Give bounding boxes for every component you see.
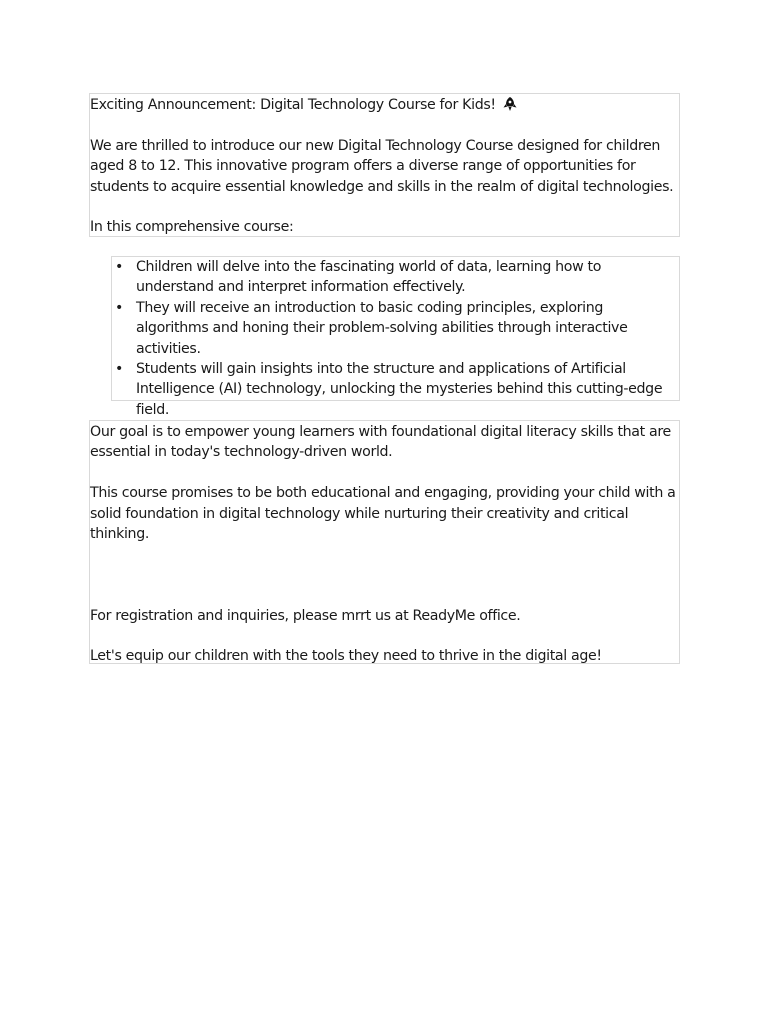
list-item bbox=[112, 298, 679, 359]
list-item bbox=[112, 257, 679, 298]
announcement-heading bbox=[90, 95, 679, 115]
list-item-text: Children will delve into the fascinating world of data, learning how to understand and interpret information effectively. bbox=[136, 259, 602, 296]
list-item-text: Students will gain insights into the structure and applications of Artificial Intelligence (AI) technology, unlocking the mysteries behind this cutting-edge field. bbox=[136, 361, 663, 418]
intro-paragraph: We are thrilled to introduce our new Digital Technology Course designed for children aged 8 to 12. This innovative program offers a diverse range of opportunities for students to acquire essential knowledge and skills in the realm of digital technologies. bbox=[90, 137, 674, 195]
heading-text: Exciting Announcement: Digital Technology Course for Kids! bbox=[90, 97, 496, 113]
course-topics-list bbox=[111, 256, 680, 418]
list-item-text: They will receive an introduction to basic coding principles, exploring algorithms and honing their problem-solving abilities through interactive activities. bbox=[136, 299, 628, 357]
course-lead-in: In this comprehensive course: bbox=[90, 219, 294, 236]
promise-paragraph: This course promises to be both educational and engaging, providing your child with a solid foundation in digital technology while nurturing their creativity and critical thinking. bbox=[90, 485, 676, 543]
goal-paragraph: Our goal is to empower young learners with foundational digital literacy skills that are essential in today's technology-driven world. bbox=[90, 424, 671, 461]
bullet-icon: • bbox=[114, 259, 124, 275]
outro-section bbox=[89, 420, 680, 664]
list-item bbox=[112, 359, 679, 420]
rocket-icon bbox=[502, 96, 518, 112]
registration-paragraph: For registration and inquiries, please mrrt us at ReadyMe office. bbox=[90, 607, 521, 624]
closing-paragraph: Let's equip our children with the tools they need to thrive in the digital age! bbox=[90, 648, 602, 665]
bullet-icon: • bbox=[114, 361, 124, 378]
intro-section bbox=[89, 93, 680, 237]
bullet-icon: • bbox=[114, 299, 124, 316]
